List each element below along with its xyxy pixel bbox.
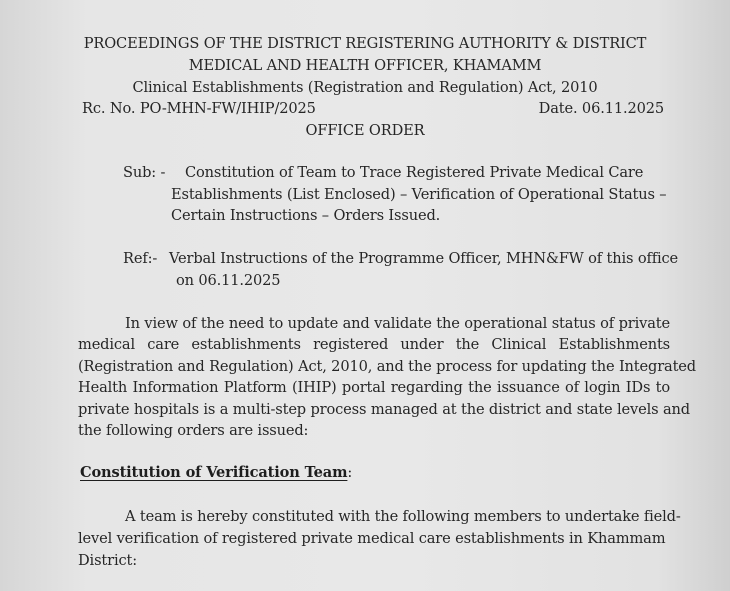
header-line-2: MEDICAL AND HEALTH OFFICER, KHAMAMM	[188, 57, 542, 74]
paragraph-line: (Registration and Regulation) Act, 2010, and the process for updating the Integrated	[78, 358, 696, 375]
paragraph-line: level verification of registered private medical care establishments in Khammam	[78, 530, 666, 547]
reference-line: on 06.11.2025	[176, 272, 281, 289]
paragraph-line: Health Information Platform (IHIP) portal regarding the issuance of login IDs to	[78, 379, 670, 396]
subject-line: Establishments (List Enclosed) – Verification of Operational Status –	[171, 186, 667, 203]
header-line-3: Clinical Establishments (Registration and Regulation) Act, 2010	[132, 79, 598, 96]
section-heading-text: Constitution of Verification Team	[80, 464, 348, 481]
reference-line: Verbal Instructions of the Programme Officer, MHN&FW of this office	[169, 250, 678, 267]
order-date: Date. 06.11.2025	[538, 100, 664, 117]
subject-line: Constitution of Team to Trace Registered Private Medical Care	[185, 164, 644, 181]
paragraph-line: private hospitals is a multi-step process managed at the district and state levels and	[78, 401, 690, 418]
section-heading	[80, 463, 352, 483]
section-heading-colon: :	[347, 464, 353, 481]
header-line-1: PROCEEDINGS OF THE DISTRICT REGISTERING AUTHORITY & DISTRICT	[83, 35, 647, 52]
order-title: OFFICE ORDER	[305, 122, 425, 139]
subject-line: Certain Instructions – Orders Issued.	[171, 207, 441, 224]
paragraph-line: In view of the need to update and validate the operational status of private	[125, 315, 670, 332]
paragraph-line: medical care establishments registered under the Clinical Establishments	[78, 336, 670, 353]
paragraph-line: District:	[78, 552, 137, 569]
paragraph-line: A team is hereby constituted with the following members to undertake field-	[125, 508, 681, 525]
subject-label: Sub: -	[123, 164, 166, 181]
reference-number: Rc. No. PO-MHN-FW/IHIP/2025	[82, 100, 316, 117]
reference-label: Ref:-	[123, 250, 158, 267]
paragraph-line: the following orders are issued:	[78, 422, 309, 439]
